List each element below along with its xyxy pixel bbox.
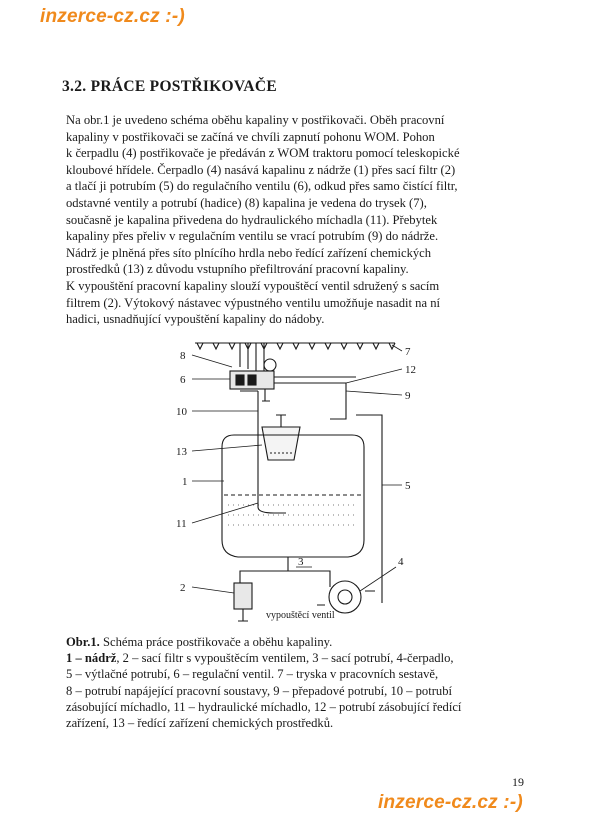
suction-pipe [240,557,330,587]
diagram-label-3: 3 [298,556,304,568]
caption-legend-line: 8 – potrubí napájející pracovní soustavy, 9 – přepadové potrubí, 10 – potrubí [66,683,453,698]
overflow-pipe [274,383,346,419]
intro-line: K vypouštění pracovní kapaliny slouží vypouštěcí ventil sdružený s sacím [66,278,440,293]
caption-title: Obr.1. [66,635,100,649]
feed-hoses [240,343,264,373]
intro-line: Na obr.1 je uvedeno schéma oběhu kapaliny v postřikovači. Oběh pracovní [66,113,445,127]
intro-paragraph [66,112,534,328]
intro-line: hadici, usnadňující vypouštění kapaliny do nádoby. [66,312,325,327]
section-heading: 3.2. PRÁCE POSTŘIKOVAČE [62,78,278,95]
caption-legend-line [66,650,536,666]
intro-line: kloubové hřídele. Čerpadlo (4) nasává kapalinu z nádrže (1) přes sací filtr (2) [66,162,456,177]
diagram-label-11: 11 [176,518,187,530]
caption-title-line [66,634,536,650]
intro-line: odstavné ventily a potrubí (hadice) (8) kapalina je vedena do trysek (7), [66,195,427,210]
valve-label: vypouštěcí ventil [266,610,335,621]
intro-line: současně je kapalina přivedena do hydraulického míchadla (11). Přebytek [66,212,438,227]
intro-line: Nádrž je plněná přes síto plnícího hrdla nebo ředící zařízení chemických [66,245,432,260]
suction-filter [234,583,252,609]
diagram-label-5: 5 [405,480,411,492]
intro-line: k čerpadlu (4) postřikovače je předáván z WOM traktoru pomocí teleskopické [66,146,460,161]
hydraulic-mixer [258,470,286,513]
diagram-label-1: 1 [182,476,188,488]
caption-legend-first-rest: , 2 – sací filtr s vypouštěcím ventilem, 3 – sací potrubí, 4-čerpadlo, [116,651,454,666]
leader-lines [192,345,402,593]
pump [329,581,361,613]
diagram-label-8: 8 [180,350,186,362]
figure-caption [66,634,536,731]
page-number: 19 [512,775,524,789]
diagram-label-4: 4 [398,556,404,568]
pressure-pipe [356,415,382,603]
caption-legend-line: zásobující míchadlo, 11 – hydraulické míchadlo, 12 – potrubí zásobující ředící [66,699,462,714]
caption-legend-bold: 1 – nádrž [66,651,117,666]
caption-title-rest: Schéma práce postřikovače a oběhu kapaliny. [99,635,333,649]
diagram-label-9: 9 [405,390,411,402]
diagram-label-2: 2 [180,582,186,594]
intro-line: filtrem (2). Výtokový nástavec výpustného ventilu umožňuje nasadit na ní [66,295,440,310]
diagram-label-7: 7 [405,346,411,358]
mixer-feed-pipe [240,391,258,470]
intro-line: a tlačí ji potrubím (5) do regulačního ventilu (6), odkud přes samo čistící filtr, [66,179,458,194]
diagram-label-12: 12 [405,364,416,376]
nozzles [197,343,395,349]
sprayer-circulation-diagram [170,335,430,625]
diagram-label-13: 13 [176,446,187,458]
caption-legend-line: 5 – výtlačné potrubí, 6 – regulační ventil. 7 – tryska v pracovních sestavě, [66,667,439,682]
caption-legend-line: zařízení, 13 – ředící zařízení chemických prostředků. [66,716,334,731]
watermark-bottom: inzerce-cz.cz :-) [378,792,523,813]
diagram-label-6: 6 [180,374,186,386]
diagram-label-10: 10 [176,406,187,418]
intro-line: kapaliny přes přeliv v regulačním ventilu se vrací potrubím (9) do nádrže. [66,229,439,244]
dilution-device [262,427,300,460]
watermark-top: inzerce-cz.cz :-) [40,6,185,27]
intro-line: kapaliny v postřikovači se začíná ve chvíli zapnutí pohonu WOM. Pohon [66,129,435,144]
intro-line: prostředků (13) z důvodu vstupního přefiltrování pracovní kapaliny. [66,262,409,277]
